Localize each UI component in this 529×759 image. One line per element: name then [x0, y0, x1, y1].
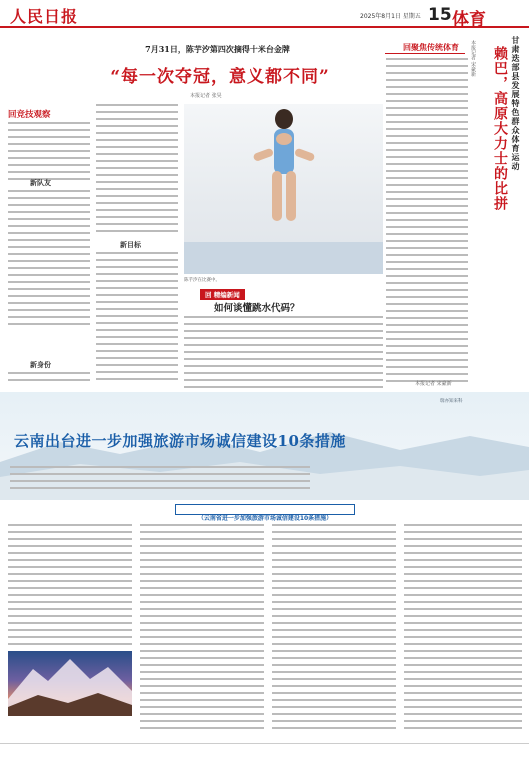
- vertical-title-large: 赖巴，高原大力士的比拼: [492, 46, 508, 211]
- left-body-text-3: [8, 372, 90, 386]
- mid-article-badge: 回 精编新闻: [200, 289, 245, 300]
- banner-subtitle-box: [175, 504, 355, 522]
- left-body-text-1: [8, 122, 90, 185]
- diver-photo: [184, 104, 383, 274]
- article-byline: 本报记者 张昊: [190, 93, 222, 99]
- left-body-text-2: [8, 190, 90, 330]
- section-name: 体育: [452, 10, 486, 30]
- vertical-author: 本报记者 宋豪新: [470, 40, 476, 77]
- col2-body-text-2: [96, 252, 178, 385]
- subhead-1: 新队友: [30, 179, 51, 187]
- banner-subtitle: （云南省进一步加强旅游市场诚信建设10条措施）: [197, 515, 333, 522]
- subhead-2: 新目标: [120, 241, 141, 249]
- bottom-col1-text: [8, 524, 132, 650]
- mid-body-text: [184, 316, 383, 393]
- footer-divider: [0, 743, 529, 744]
- banner-small-text: 瑞亦知来科: [440, 399, 463, 404]
- article-headline: “每一次夺冠，意义都不同”: [110, 67, 330, 87]
- col2-body-text-1: [96, 104, 178, 237]
- bottom-col2-text: [140, 524, 264, 734]
- bottom-col3-text: [272, 524, 396, 734]
- left-column-header: 回竞技观察: [8, 110, 51, 120]
- diver-photo-caption: 陈芋汐在比赛中。: [184, 278, 220, 283]
- date-line: 2025年8月1日 星期五: [360, 13, 421, 20]
- right-body-text-1: [386, 58, 468, 387]
- bottom-col4-text: [404, 524, 522, 734]
- vertical-title-small: 甘肃迭部县发展特色群众体育运动: [511, 36, 521, 171]
- page-number: 15: [428, 5, 452, 25]
- banner-title: 云南出台进一步加强旅游市场诚信建设10条措施: [14, 432, 346, 450]
- mountain-photo: [8, 651, 132, 716]
- vertical-title: [492, 36, 522, 256]
- subhead-3: 新身份: [30, 361, 51, 369]
- masthead: [0, 0, 529, 28]
- banner-intro-text: [10, 466, 310, 494]
- mid-article-headline: 如何谈懂跳水代码？: [214, 303, 300, 314]
- right-column-header: 回聚焦传统体育: [403, 43, 459, 52]
- article-kicker: 7月31日，陈芋汐第四次摘得十米台金牌: [145, 44, 290, 54]
- right-signature: 本报记者 宋豪新: [415, 381, 452, 387]
- newspaper-logo: 人民日报: [10, 7, 79, 26]
